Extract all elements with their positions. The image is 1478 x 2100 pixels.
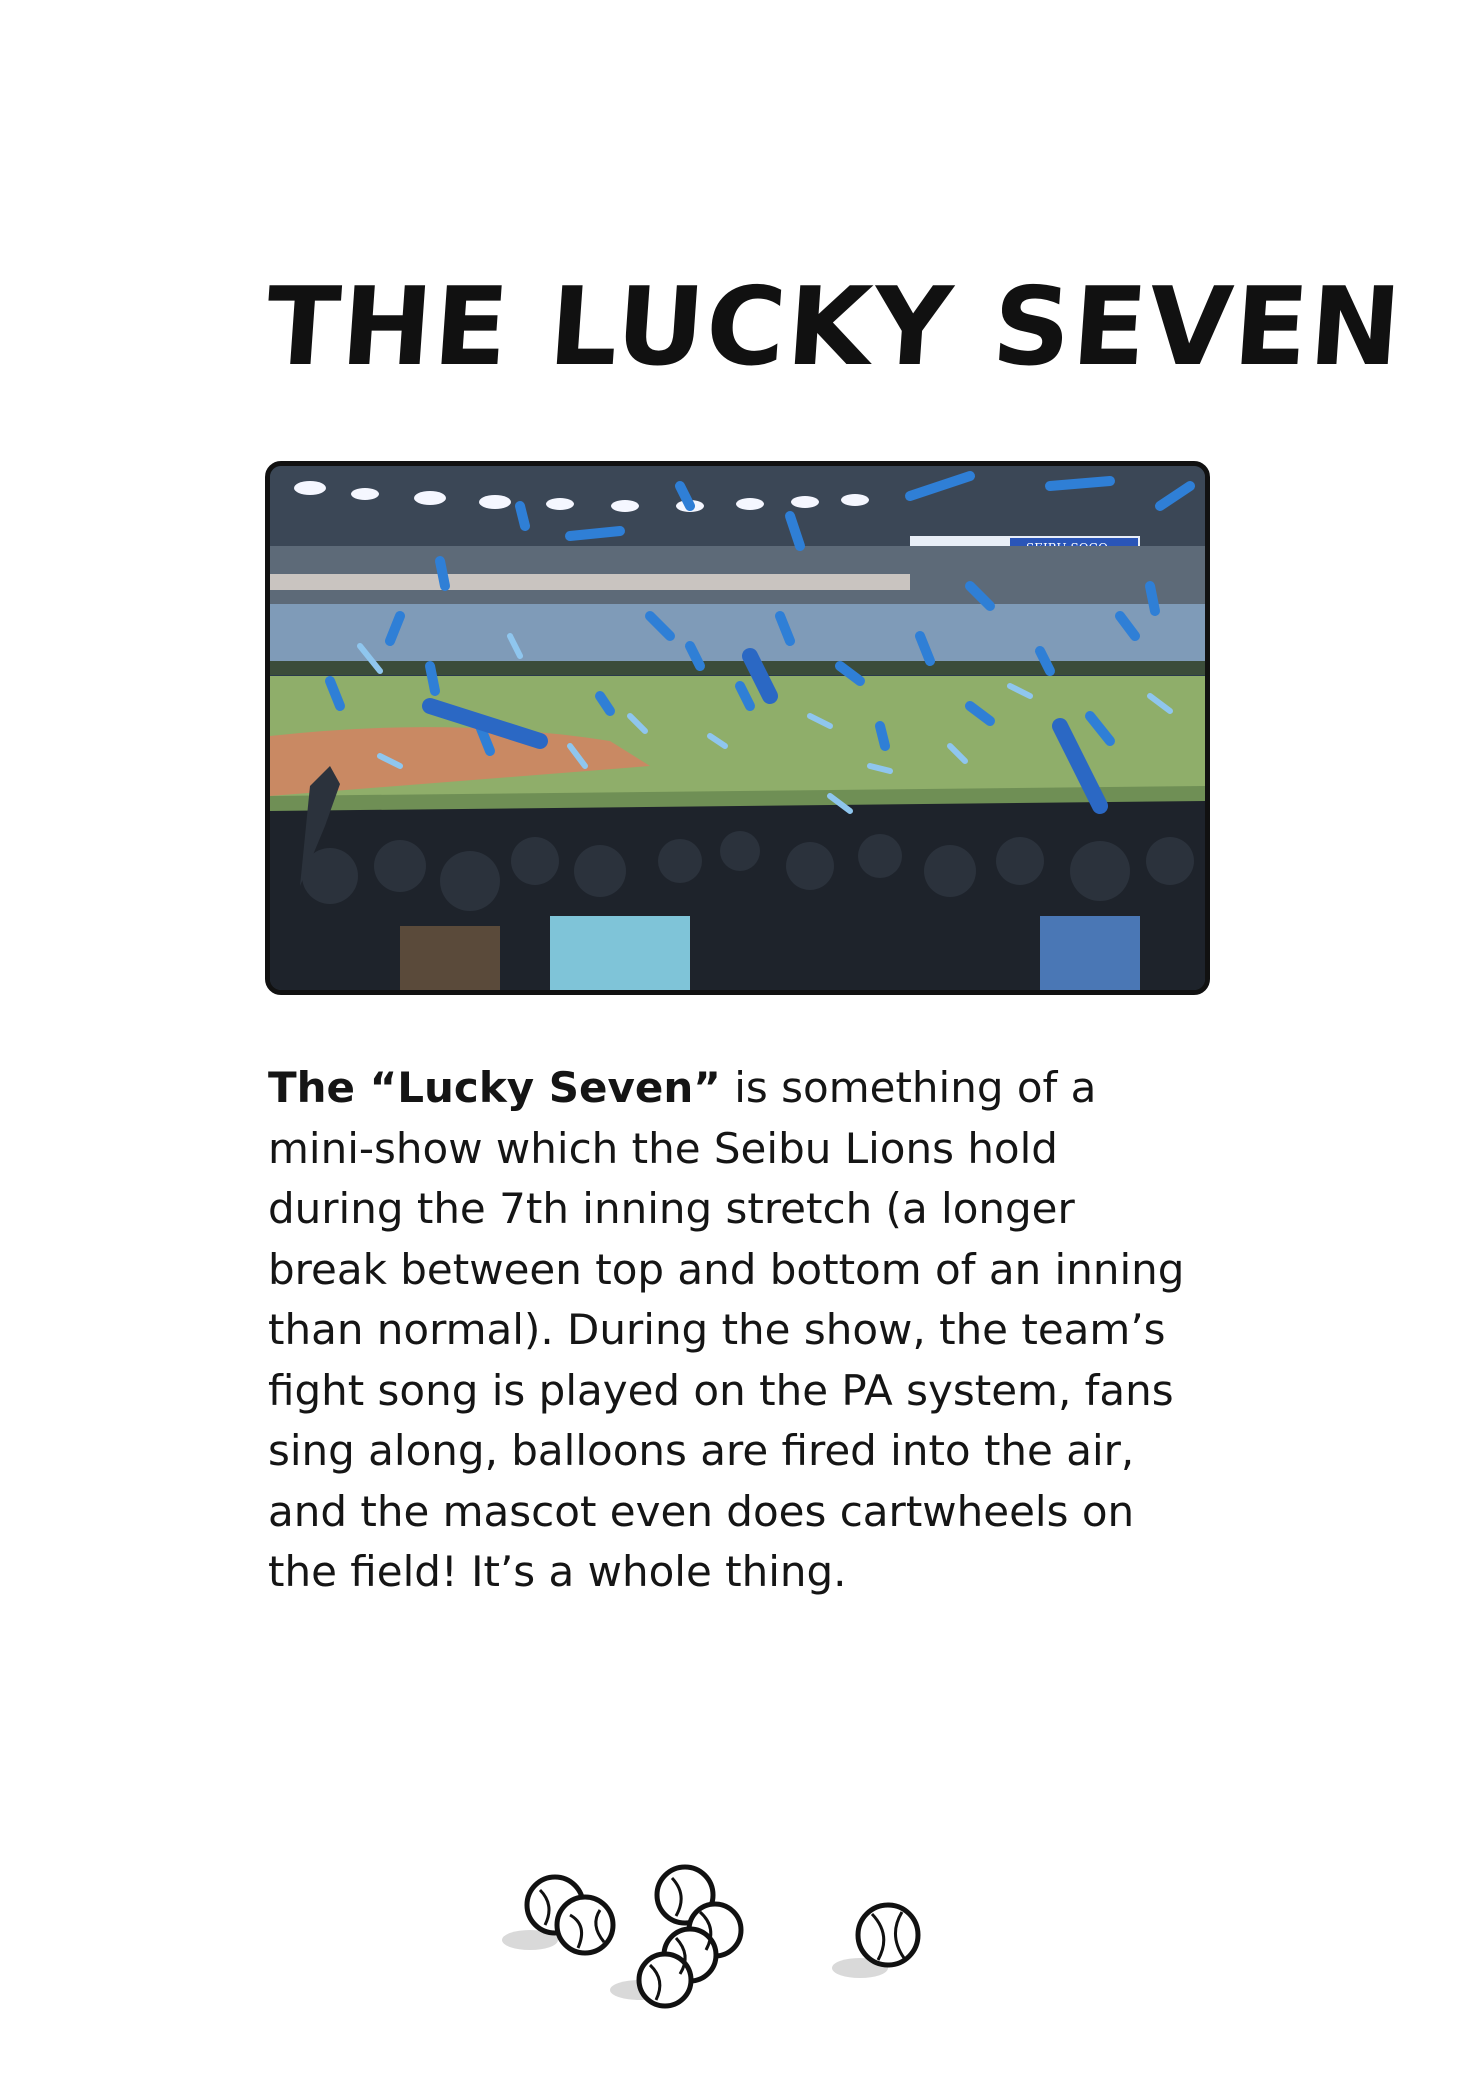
advert-boards	[270, 574, 910, 590]
baseball-decoration	[500, 1850, 940, 2020]
description-lead: The “Lucky Seven”	[268, 1063, 721, 1112]
description-paragraph	[268, 1058, 1198, 1603]
description-rest: is something of a mini-show which the Seibu Lions hold during the 7th inning stretch (a longer break between top and bottom of an inning than normal). During the show, the team’s fight song is played on the PA system, fans sing along, balloons are fired into the air, and the mascot even does cartwheels on the field! It’s a whole thing.	[268, 1063, 1185, 1596]
fan-striped-shirt	[400, 926, 500, 990]
outfield-wall	[270, 661, 1205, 675]
fan-blue-shirt	[1040, 916, 1140, 990]
page-title: THE LUCKY SEVEN	[261, 265, 1407, 390]
fan-shirt	[550, 916, 690, 990]
stadium-illustration	[270, 466, 1205, 990]
baseball-icon	[527, 1867, 918, 2006]
stadium-photo	[265, 461, 1210, 995]
